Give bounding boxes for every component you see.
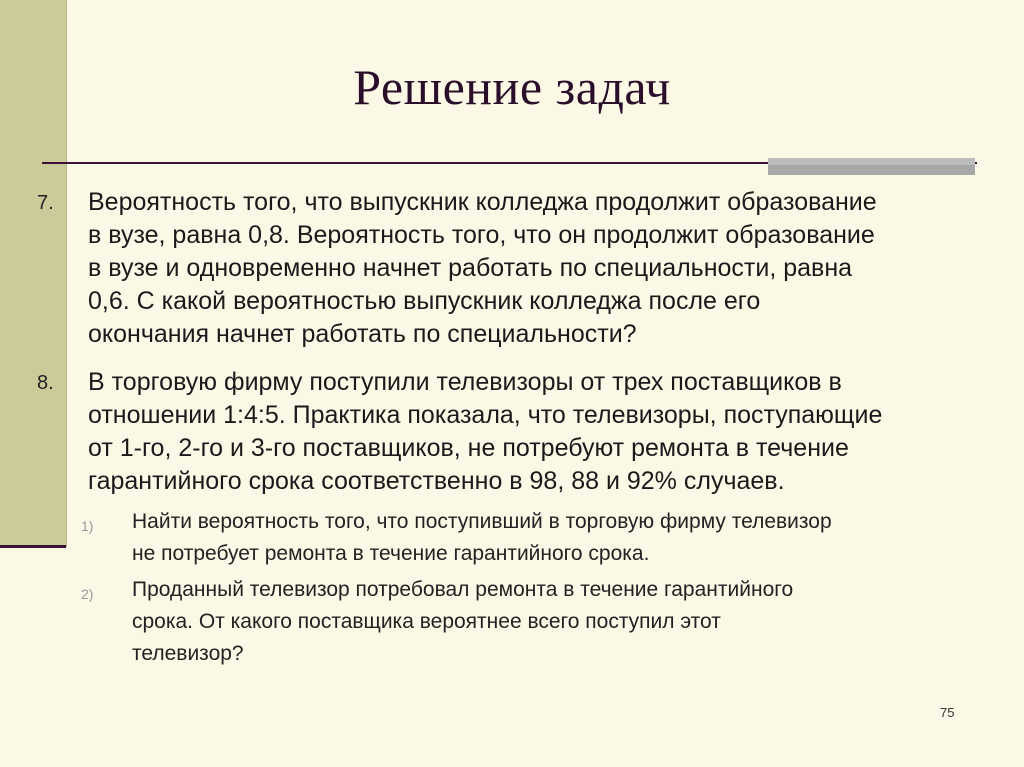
problem-text [88,186,1008,351]
problem-line: 0,6. С какой вероятностью выпускник колледжа после его [88,287,761,315]
problem-line: от 1-го, 2-го и 3-го поставщиков, не потребуют ремонта в течение [88,434,849,462]
subquestion-number: 1) [81,518,94,534]
page-number: 75 [940,705,955,720]
problem-number: 8. [37,372,54,394]
subquestion-line: срока. От какого поставщика вероятнее всего поступил этот [132,610,721,633]
problem-line: отношении 1:4:5. Практика показала, что телевизоры, поступающие [88,401,883,429]
subquestion-line: Найти вероятность того, что поступивший в торговую фирму телевизор [132,510,832,533]
subquestion-line: Проданный телевизор потребовал ремонта в течение гарантийного [132,578,794,601]
problem-line: В торговую фирму поступили телевизоры от трех поставщиков в [88,368,842,396]
problem-line: в вузе, равна 0,8. Вероятность того, что он продолжит образование [88,221,875,249]
subquestion-line: телевизор? [132,642,244,665]
subquestion-text [132,574,1012,670]
problem-number: 7. [37,192,54,214]
problem-text [88,366,1008,498]
problem-line: Вероятность того, что выпускник колледжа продолжит образование [88,188,877,216]
left-band-rule [0,545,66,548]
subquestion-number: 2) [81,586,94,602]
problem-line: гарантийного срока соответственно в 98, 88 и 92% случаев. [88,467,785,495]
title-accent-bar-highlight [768,158,975,165]
subquestion-text [132,506,1012,570]
subquestion-line: не потребует ремонта в течение гарантийного срока. [132,542,650,565]
problem-line: в вузе и одновременно начнет работать по специальности, равна [88,254,853,282]
problem-line: окончания начнет работать по специальности? [88,320,637,348]
slide-title: Решение задач [353,59,671,115]
